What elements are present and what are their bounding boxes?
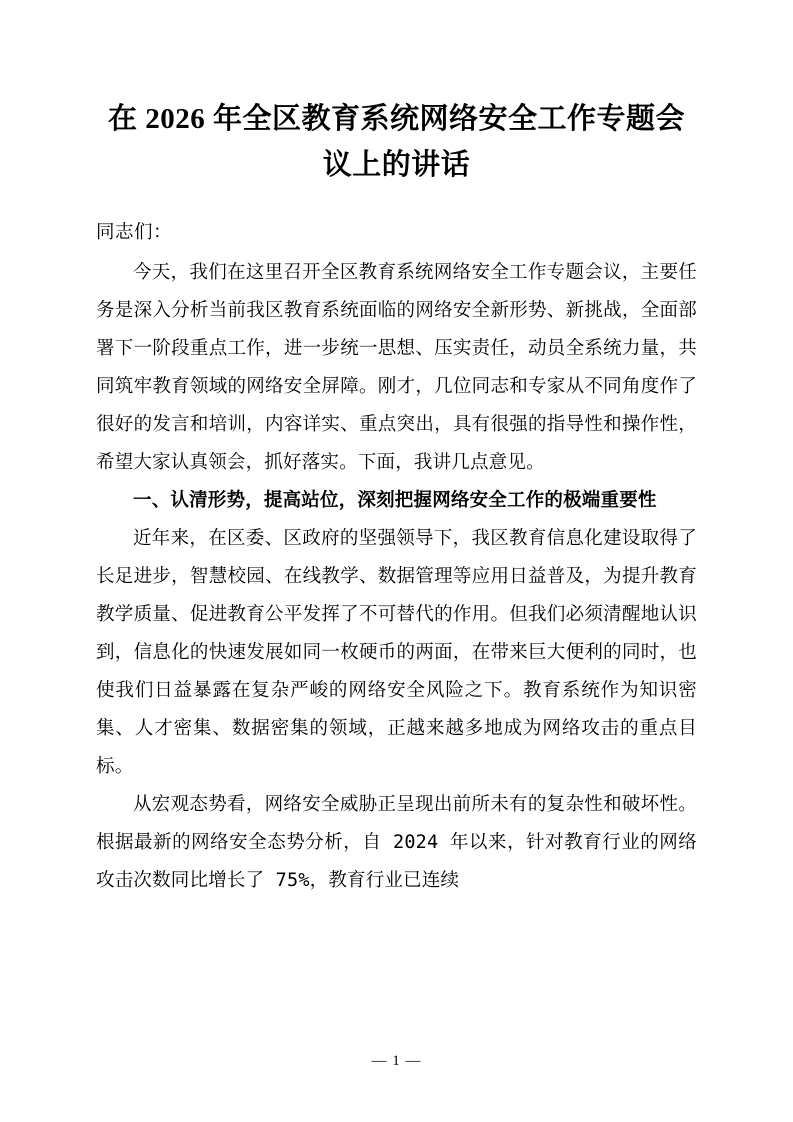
salutation: 同志们： <box>96 222 173 243</box>
page-number-footer: — 1 — <box>371 1053 422 1069</box>
section-heading-1: 一、认清形势，提高站位，深刻把握网络安全工作的极端重要性 <box>133 490 657 511</box>
page-title: 在 2026 年全区教育系统网络安全工作专题会议上的讲话 <box>107 103 685 181</box>
paragraph-section1-2: 从宏观态势看，网络安全威胁正呈现出前所未有的复杂性和破坏性。根据最新的网络安全态势分析，自 2024 年以来，针对教育行业的网络攻击次数同比增长了 75%，教育行业已连续 <box>96 794 697 891</box>
paragraph-section1-1: 近年来，在区委、区政府的坚强领导下，我区教育信息化建设取得了长足进步，智慧校园、在线教学、数据管理等应用日益普及，为提升教育教学质量、促进教育公平发挥了不可替代的作用。但我们必须清醒地认识到，信息化的快速发展如同一枚硬币的两面，在带来巨大便利的同时，也使我们日益暴露在复杂严峻的网络安全风险之下。教育系统作为知识密集、人才密集、数据密集的领域，正越来越多地成为网络攻击的重点目标。 <box>96 528 697 777</box>
paragraph-intro: 今天，我们在这里召开全区教育系统网络安全工作专题会议，主要任务是深入分析当前我区教育系统面临的网络安全新形势、新挑战，全面部署下一阶段重点工作，进一步统一思想、压实责任，动员全系统力量，共同筑牢教育领域的网络安全屏障。刚才，几位同志和专家从不同角度作了很好的发言和培训，内容详实、重点突出，具有很强的指导性和操作性，希望大家认真领会，抓好落实。下面，我讲几点意见。 <box>96 262 697 473</box>
